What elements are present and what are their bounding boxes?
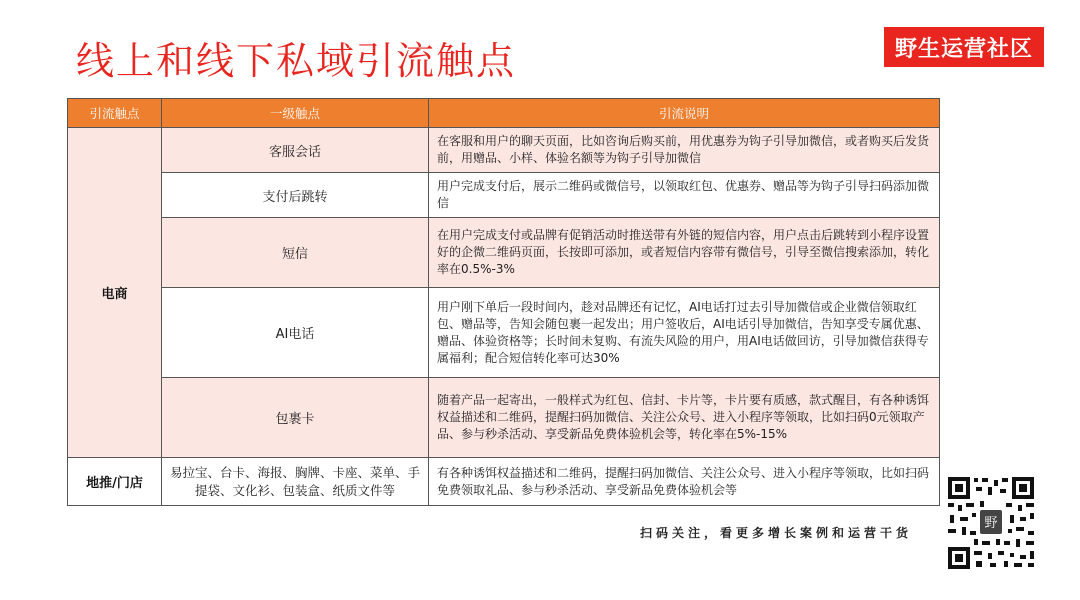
description-cell: 用户完成支付后，展示二维码或微信号，以领取红包、优惠券、赠品等为钩子引导扫码添加微信 bbox=[429, 173, 940, 218]
table-row bbox=[68, 378, 940, 458]
touchpoint-cell: 易拉宝、台卡、海报、胸牌、卡座、菜单、手提袋、文化衫、包装盒、纸质文件等 bbox=[162, 458, 429, 506]
table-row bbox=[68, 173, 940, 218]
description-cell: 在客服和用户的聊天页面，比如咨询后购买前，用优惠券为钩子引导加微信，或者购买后发货前，用赠品、小样、体验名额等为钩子引导加微信 bbox=[429, 128, 940, 173]
table-row bbox=[68, 288, 940, 378]
page-title: 线上和线下私域引流触点 bbox=[76, 39, 517, 83]
table-row bbox=[68, 218, 940, 288]
header-channel: 引流触点 bbox=[68, 99, 162, 128]
qr-code-icon[interactable] bbox=[946, 475, 1036, 571]
touchpoint-cell: 短信 bbox=[162, 218, 429, 288]
brand-logo: 野生运营社区 bbox=[884, 27, 1044, 67]
category-offline: 地推/门店 bbox=[68, 458, 162, 506]
header-touchpoint: 一级触点 bbox=[162, 99, 429, 128]
touchpoint-cell: AI电话 bbox=[162, 288, 429, 378]
table-row bbox=[68, 128, 940, 173]
touchpoint-cell: 包裹卡 bbox=[162, 378, 429, 458]
description-cell: 有各种诱饵权益描述和二维码，提醒扫码加微信、关注公众号、进入小程序等领取，比如扫码免费领取礼品、参与秒杀活动、享受新品免费体验机会等 bbox=[429, 458, 940, 506]
category-ecommerce: 电商 bbox=[68, 128, 162, 458]
footer-caption: 扫码关注，看更多增长案例和运营干货 bbox=[640, 526, 913, 540]
description-cell: 在用户完成支付或品牌有促销活动时推送带有外链的短信内容，用户点击后跳转到小程序设置好的企微二维码页面，长按即可添加，或者短信内容带有微信号，引导至微信搜索添加，转化率在0.5%-3% bbox=[429, 218, 940, 288]
table-row bbox=[68, 458, 940, 506]
description-cell: 用户刚下单后一段时间内，趁对品牌还有记忆，AI电话打过去引导加微信或企业微信领取红包、赠品等，告知会随包裹一起发出；用户签收后，AI电话引导加微信，告知享受专属优惠、赠品、体验资格等；长时间未复购、有流失风险的用户，用AI电话做回访，引导加微信获得专属福利；配合短信转化率可达30% bbox=[429, 288, 940, 378]
header-description: 引流说明 bbox=[429, 99, 940, 128]
touchpoint-cell: 支付后跳转 bbox=[162, 173, 429, 218]
touchpoint-table bbox=[67, 98, 940, 506]
description-cell: 随着产品一起寄出，一般样式为红包、信封、卡片等，卡片要有质感，款式醒目，有各种诱饵权益描述和二维码，提醒扫码加微信、关注公众号、进入小程序等领取，比如扫码0元领取产品、参与秒杀活动、享受新品免费体验机会等，转化率在5%-15% bbox=[429, 378, 940, 458]
touchpoint-cell: 客服会话 bbox=[162, 128, 429, 173]
qr-badge: 野 bbox=[984, 516, 998, 531]
table-header-row bbox=[68, 99, 940, 128]
